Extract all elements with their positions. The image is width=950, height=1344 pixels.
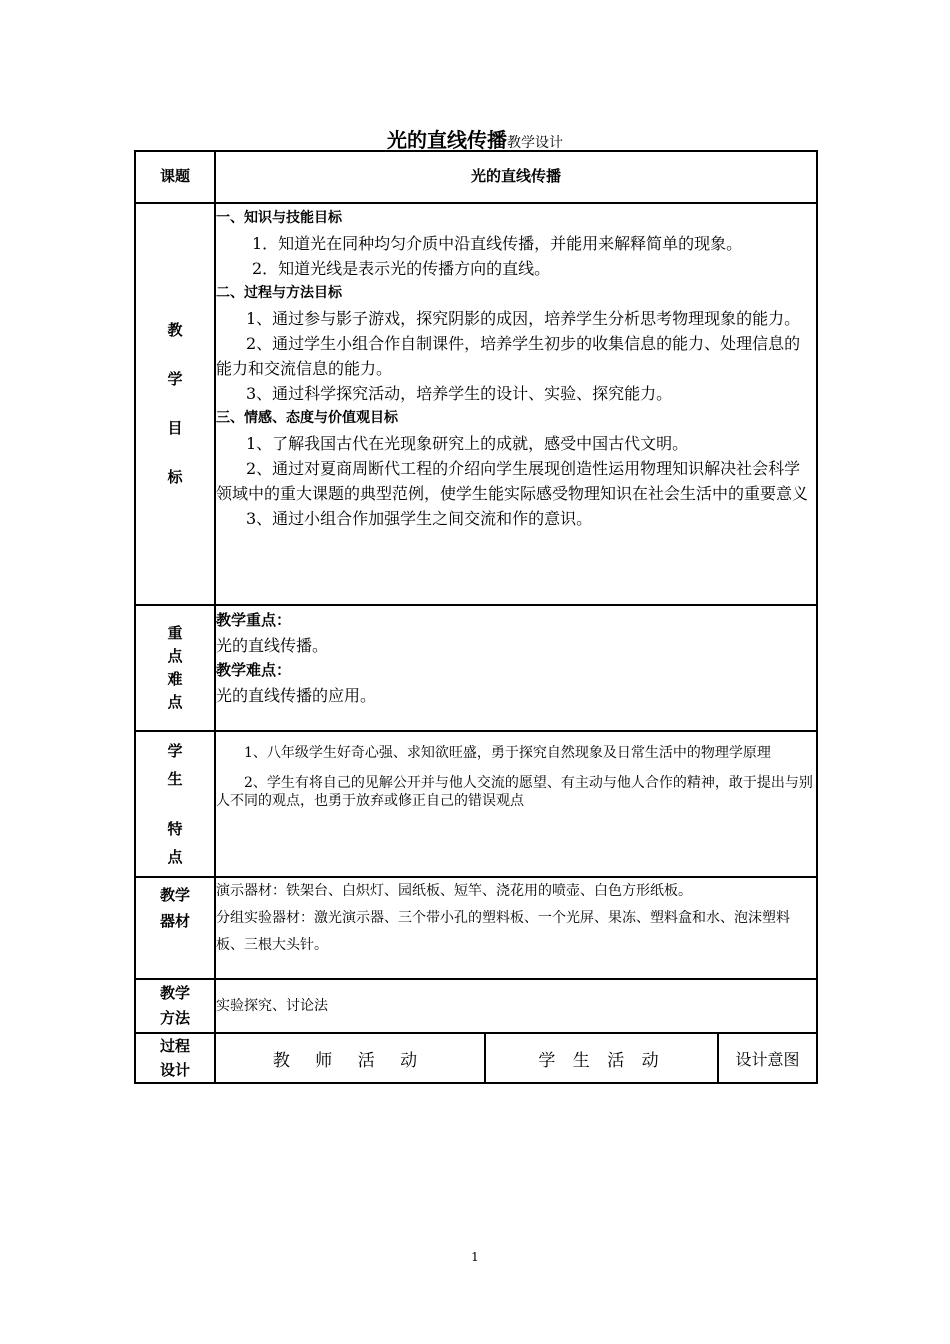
- row-objectives: [135, 203, 817, 605]
- student-trait-text: 2、学生有将自己的见解公开并与他人交流的愿望、有主动与他人合作的精神，敢于提出与别人不同的观点，也勇于放弃或修正自己的错误观点: [216, 775, 813, 809]
- row-process: [135, 1033, 817, 1083]
- design-intent-header: 设计意图: [718, 1033, 817, 1083]
- equipment-label: 教学 器材: [135, 877, 215, 979]
- teacher-activity-header: 教 师 活 动: [215, 1033, 485, 1083]
- row-equipment: [135, 877, 817, 979]
- key-points-content: [215, 605, 817, 731]
- student-activity-header: 学 生 活 动: [485, 1033, 718, 1083]
- objective-text: 3、通过小组合作加强学生之间交流和作的意识。: [246, 509, 593, 528]
- topic-label: 课题: [135, 151, 215, 203]
- difficulty-text: 光的直线传播的应用。: [216, 686, 377, 705]
- demo-equipment-text: 演示器材：铁架台、白炽灯、园纸板、短竿、浇花用的喷壶、白色方形纸板。: [216, 883, 692, 899]
- key-points-label: 重 点 难 点: [135, 605, 215, 731]
- method-label: 教学 方法: [135, 979, 215, 1033]
- difficulty-heading: 教学难点：: [216, 661, 292, 679]
- lesson-plan-table: [134, 150, 818, 1084]
- title-sub: 教学设计: [507, 135, 563, 151]
- objective-text: 2、通过对夏商周断代工程的介绍向学生展现创造性运用物理知识解决社会科学领域中的重大课题的典型范例，使学生能实际感受物理知识在社会生活中的重要意义: [216, 459, 809, 503]
- process-label: 过程 设计: [135, 1033, 215, 1083]
- student-trait-text: 1、八年级学生好奇心强、求知欲旺盛，勇于探究自然现象及日常生活中的物理学原理: [244, 745, 771, 761]
- group-equipment-text: 分组实验器材：激光演示器、三个带小孔的塑料板、一个光屏、果冻、塑料盒和水、泡沫塑料板、三根大头针。: [216, 910, 790, 953]
- equipment-content: [215, 877, 817, 979]
- students-label: 学 生 特 点: [135, 731, 215, 877]
- students-content: [215, 731, 817, 877]
- document-title: [0, 124, 950, 153]
- objective-text: 2、通过学生小组合作自制课件，培养学生初步的收集信息的能力、处理信息的能力和交流信息的能力。: [216, 334, 801, 378]
- focus-heading: 教学重点：: [216, 611, 292, 629]
- row-topic: [135, 151, 817, 203]
- section-knowledge-heading: 一、知识与技能目标: [216, 210, 342, 226]
- objectives-content: [215, 203, 817, 605]
- section-process-heading: 二、过程与方法目标: [216, 285, 342, 301]
- objective-text: 1、了解我国古代在光现象研究上的成就，感受中国古代文明。: [246, 434, 689, 453]
- row-students: [135, 731, 817, 877]
- objective-text: 3、通过科学探究活动，培养学生的设计、实验、探究能力。: [246, 384, 673, 403]
- title-main: 光的直线传播: [387, 128, 507, 152]
- page-number: 1: [471, 1250, 479, 1264]
- method-value: 实验探究、讨论法: [215, 979, 817, 1033]
- topic-value: 光的直线传播: [215, 151, 817, 203]
- objectives-label: 教 学 目 标: [135, 203, 215, 605]
- section-values-heading: 三、情感、态度与价值观目标: [216, 410, 398, 426]
- focus-text: 光的直线传播。: [216, 636, 329, 655]
- objective-text: 2．知道光线是表示光的传播方向的直线。: [252, 259, 551, 278]
- objective-text: 1、通过参与影子游戏，探究阴影的成因，培养学生分析思考物理现象的能力。: [246, 309, 801, 328]
- row-method: [135, 979, 817, 1033]
- objective-text: 1．知道光在同种均匀介质中沿直线传播，并能用来解释简单的现象。: [252, 234, 743, 253]
- row-key-points: [135, 605, 817, 731]
